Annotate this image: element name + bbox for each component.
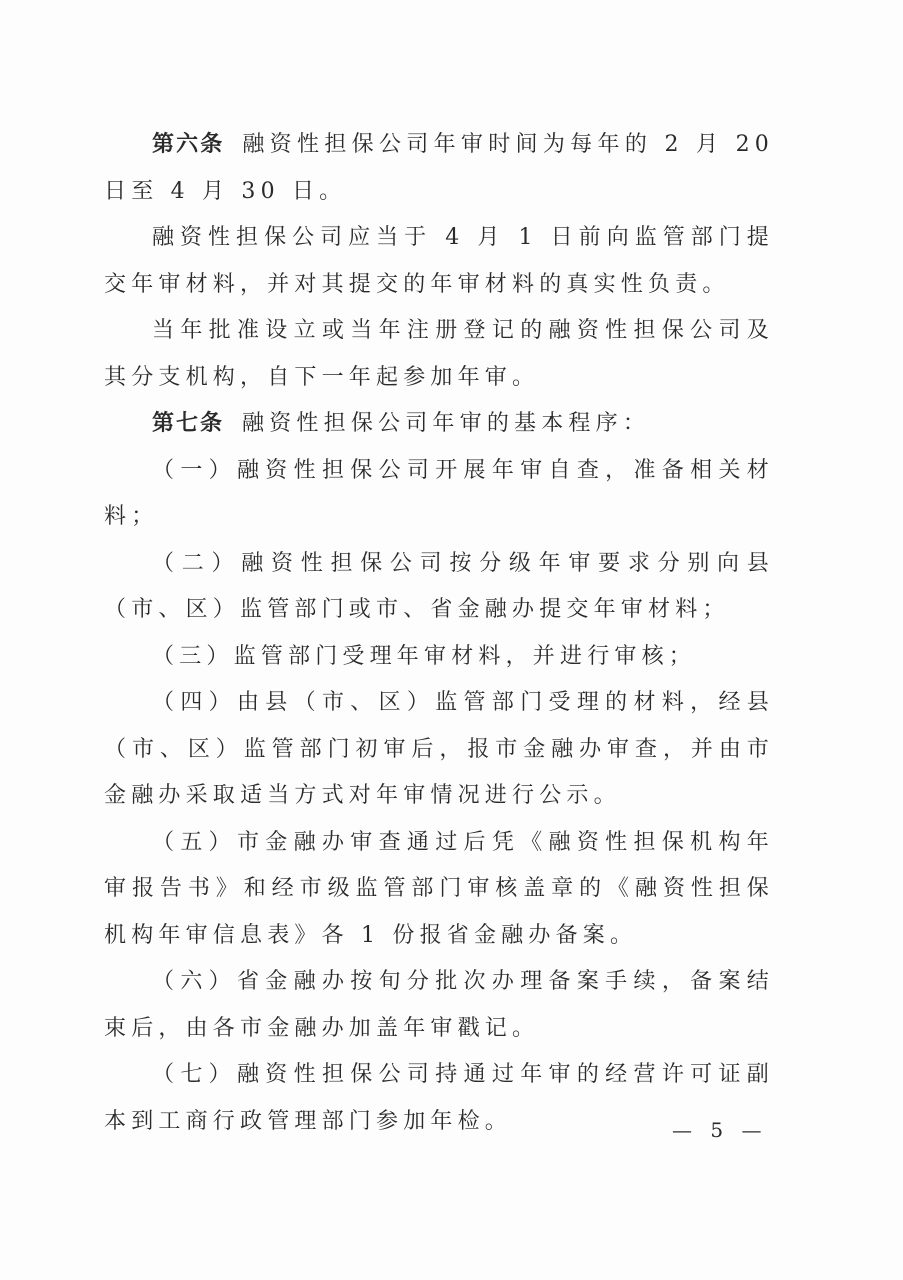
article-7-heading: 第七条: [152, 411, 225, 436]
document-body: [104, 122, 774, 1145]
article-7-item-5: （五）市金融办审查通过后凭《融资性担保机构年审报告书》和经市级监管部门审核盖章的《融资性担保机构年审信息表》各 1 份报省金融办备案。: [104, 829, 774, 948]
article-7-item-6: （六）省金融办按旬分批次办理备案手续，备案结束后，由各市金融办加盖年审戳记。: [104, 969, 774, 1041]
article-6-text: 融资性担保公司年审时间为每年的 2 月 20 日至 4 月 30 日。: [104, 132, 774, 204]
article-6-paragraph: [104, 122, 774, 215]
article-6-heading: 第六条: [152, 132, 225, 157]
article-6-paragraph-3: 当年批准设立或当年注册登记的融资性担保公司及其分支机构，自下一年起参加年审。: [104, 318, 774, 390]
article-7-item-7: （七）融资性担保公司持通过年审的经营许可证副本到工商行政管理部门参加年检。: [104, 1062, 774, 1134]
article-7-item-2: （二）融资性担保公司按分级年审要求分别向县（市、区）监管部门或市、省金融办提交年审材料；: [104, 550, 774, 622]
page-number: — 5 —: [672, 1118, 768, 1142]
article-7-item-3: （三）监管部门受理年审材料，并进行审核；: [152, 643, 697, 669]
article-6-paragraph-2: 融资性担保公司应当于 4 月 1 日前向监管部门提交年审材料，并对其提交的年审材料的真实性负责。: [104, 225, 774, 297]
article-7-item-4: （四）由县（市、区）监管部门受理的材料，经县（市、区）监管部门初审后，报市金融办审查，并由市金融办采取适当方式对年审情况进行公示。: [104, 690, 774, 808]
article-7-paragraph: [104, 401, 774, 448]
article-7-item-1: （一）融资性担保公司开展年审自查，准备相关材料；: [104, 457, 774, 529]
article-7-text: 融资性担保公司年审的基本程序：: [242, 411, 651, 436]
